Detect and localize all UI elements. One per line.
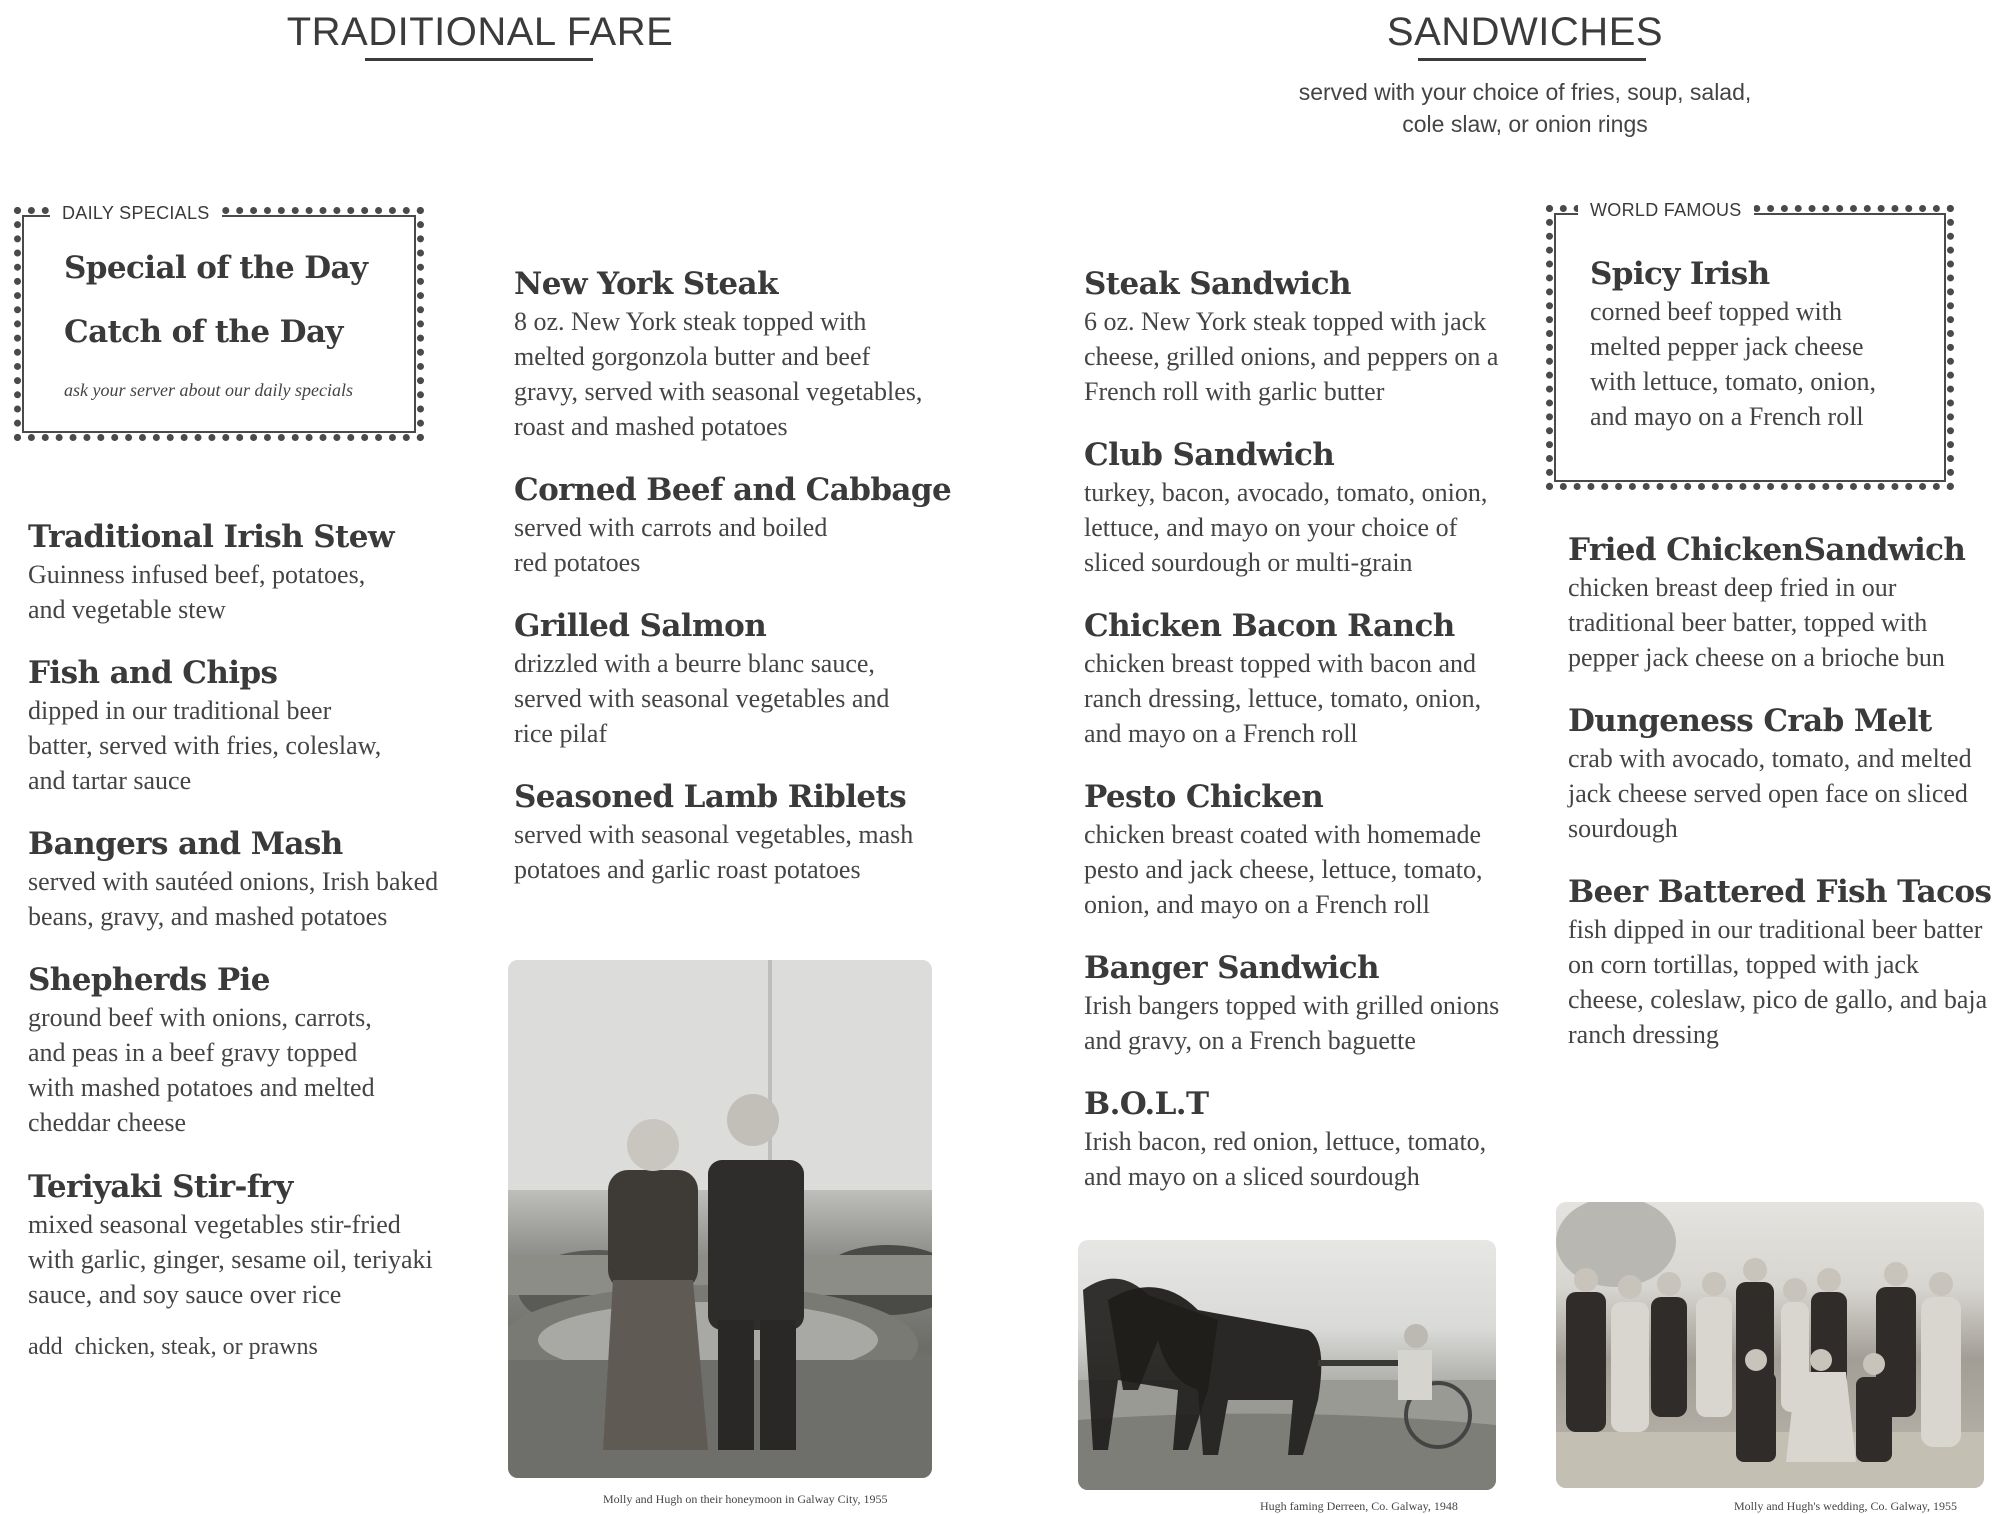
farming-photo	[1078, 1240, 1496, 1490]
wedding-photo	[1556, 1202, 1984, 1488]
menu-item-fried-chicken-sandwich	[1568, 530, 1965, 675]
item-desc: 6 oz. New York steak topped with jack cheese, grilled onions, and peppers on a French roll with garlic butter	[1084, 307, 1499, 406]
item-name: Dungeness Crab Melt	[1568, 703, 1932, 739]
menu-item-dungeness-crab-melt	[1568, 701, 1972, 846]
traditional-fare-title: TRADITIONAL FARE	[286, 10, 674, 54]
sandwiches-underline	[1418, 58, 1646, 61]
item-name: Chicken Bacon Ranch	[1084, 608, 1455, 644]
item-name: Bangers and Mash	[28, 826, 343, 862]
traditional-fare-underline	[365, 58, 593, 61]
item-name: Beer Battered Fish Tacos	[1568, 874, 1992, 910]
world-famous-label: WORLD FAMOUS	[1578, 200, 1754, 221]
item-desc: dipped in our traditional beer batter, served with fries, coleslaw, and tartar sauce	[28, 696, 382, 795]
menu-item-fish-and-chips	[28, 653, 381, 798]
item-name: Seasoned Lamb Riblets	[514, 779, 907, 815]
item-name: Spicy Irish	[1590, 256, 1770, 292]
menu-item-beer-battered-fish-tacos	[1568, 872, 1991, 1052]
item-desc: Guinness infused beef, potatoes, and vegetable stew	[28, 560, 366, 624]
menu-item-grilled-salmon	[514, 606, 889, 751]
stir-fry-addon: add chicken, steak, or prawns	[28, 1334, 318, 1360]
item-desc: served with carrots and boiled red potatoes	[514, 513, 828, 577]
item-name: Club Sandwich	[1084, 437, 1335, 473]
item-desc: fish dipped in our traditional beer batter on corn tortillas, topped with jack cheese, coleslaw, pico de gallo, and baja ranch dressing	[1568, 915, 1988, 1049]
item-name: Pesto Chicken	[1084, 779, 1324, 815]
catch-of-the-day: Catch of the Day	[64, 314, 343, 350]
item-desc: served with sautéed onions, Irish baked beans, gravy, and mashed potatoes	[28, 867, 439, 931]
menu-item-teriyaki-stir-fry	[28, 1167, 433, 1312]
daily-specials-note: ask your server about our daily specials	[64, 380, 353, 400]
menu-item-club-sandwich	[1084, 435, 1487, 580]
item-desc: mixed seasonal vegetables stir-fried with garlic, ginger, sesame oil, teriyaki sauce, and soy sauce over rice	[28, 1210, 433, 1309]
menu-item-corned-beef-and-cabbage	[514, 470, 951, 580]
item-desc: crab with avocado, tomato, and melted jack cheese served open face on sliced sourdough	[1568, 744, 1972, 843]
item-desc: drizzled with a beurre blanc sauce, served with seasonal vegetables and rice pilaf	[514, 649, 890, 748]
item-name: Shepherds Pie	[28, 962, 270, 998]
item-name: Fish and Chips	[28, 655, 278, 691]
menu-item-spicy-irish	[1590, 254, 1876, 434]
menu-item-chicken-bacon-ranch	[1084, 606, 1481, 751]
farming-caption: Hugh faming Derreen, Co. Galway, 1948	[1260, 1499, 1458, 1513]
sandwiches-title: SANDWICHES	[1386, 10, 1664, 54]
item-name: Grilled Salmon	[514, 608, 767, 644]
wedding-caption: Molly and Hugh's wedding, Co. Galway, 1955	[1734, 1499, 1958, 1513]
item-name: Steak Sandwich	[1084, 266, 1351, 302]
item-desc: ground beef with onions, carrots, and peas in a beef gravy topped with mashed potatoes and melted cheddar cheese	[28, 1003, 375, 1137]
menu-item-pesto-chicken	[1084, 777, 1483, 922]
item-desc: 8 oz. New York steak topped with melted gorgonzola butter and beef gravy, served with seasonal vegetables, roast and mashed potatoes	[514, 307, 923, 441]
menu-item-steak-sandwich	[1084, 264, 1498, 409]
item-name: B.O.L.T	[1084, 1086, 1209, 1122]
item-desc: Irish bacon, red onion, lettuce, tomato, and mayo on a sliced sourdough	[1084, 1127, 1487, 1191]
item-name: Fried ChickenSandwich	[1568, 532, 1966, 568]
item-name: Teriyaki Stir-fry	[28, 1169, 293, 1205]
daily-specials-label: DAILY SPECIALS	[50, 203, 222, 224]
item-desc: served with seasonal vegetables, mash potatoes and garlic roast potatoes	[514, 820, 914, 884]
item-name: Corned Beef and Cabbage	[514, 472, 952, 508]
item-name: Traditional Irish Stew	[28, 519, 394, 555]
item-desc: corned beef topped with melted pepper jack cheese with lettuce, tomato, onion, and mayo on a French roll	[1590, 297, 1876, 431]
item-desc: Irish bangers topped with grilled onions and gravy, on a French baguette	[1084, 991, 1500, 1055]
menu-item-bolt	[1084, 1084, 1486, 1194]
item-desc: chicken breast deep fried in our traditional beer batter, topped with pepper jack cheese on a brioche bun	[1568, 573, 1945, 672]
menu-item-shepherds-pie	[28, 960, 375, 1140]
menu-item-bangers-and-mash	[28, 824, 438, 934]
sandwiches-subtitle: served with your choice of fries, soup, salad, cole slaw, or onion rings	[1298, 79, 1752, 137]
menu-item-new-york-steak	[514, 264, 922, 444]
honeymoon-photo	[508, 960, 932, 1478]
item-desc: chicken breast topped with bacon and ranch dressing, lettuce, tomato, onion, and mayo on a French roll	[1084, 649, 1482, 748]
item-name: New York Steak	[514, 266, 778, 302]
menu-item-seasoned-lamb-riblets	[514, 777, 913, 887]
menu-item-traditional-irish-stew	[28, 517, 394, 627]
honeymoon-caption: Molly and Hugh on their honeymoon in Galway City, 1955	[603, 1492, 888, 1506]
special-of-the-day: Special of the Day	[64, 250, 368, 286]
item-desc: turkey, bacon, avocado, tomato, onion, lettuce, and mayo on your choice of sliced sourdough or multi-grain	[1084, 478, 1488, 577]
item-desc: chicken breast coated with homemade pesto and jack cheese, lettuce, tomato, onion, and mayo on a French roll	[1084, 820, 1483, 919]
item-name: Banger Sandwich	[1084, 950, 1379, 986]
menu-item-banger-sandwich	[1084, 948, 1499, 1058]
